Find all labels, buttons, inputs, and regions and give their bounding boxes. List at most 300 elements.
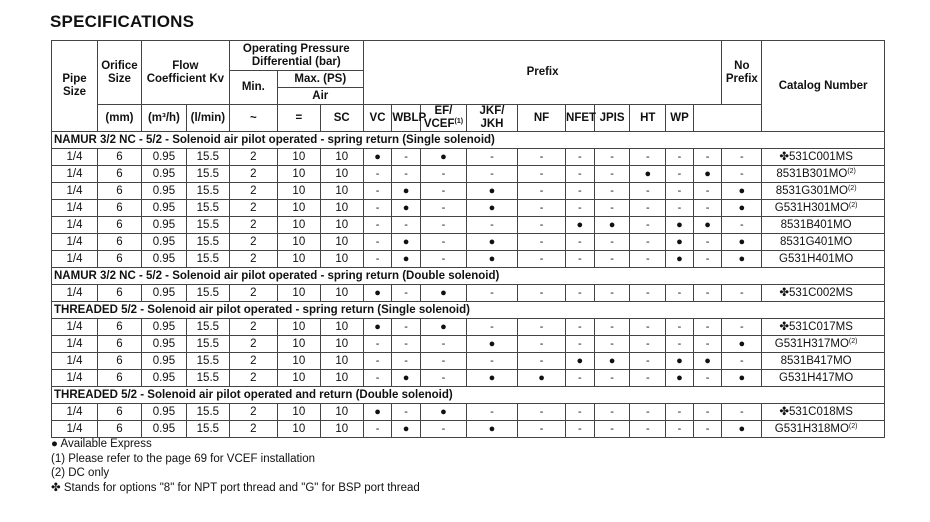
- cell-no-prefix: ●: [722, 183, 762, 200]
- cell-no-prefix: ●: [722, 336, 762, 353]
- cell-prefix-ef-vcef: -: [466, 149, 517, 166]
- prefix-col-jkf-jkh: [466, 105, 517, 132]
- cell-kv-lmin: 15.5: [186, 319, 229, 336]
- cell-orifice: 6: [97, 149, 141, 166]
- cell-catalog-number: [762, 353, 885, 370]
- cell-prefix-nfet: -: [594, 149, 630, 166]
- specifications-table: [51, 40, 885, 438]
- table-row: [52, 336, 885, 353]
- dc-only-footnote-marker: (2): [848, 202, 858, 209]
- cell-prefix-jpis: -: [630, 319, 666, 336]
- prefix-col-wblp: WBLP: [392, 105, 421, 132]
- cell-prefix-sc: ●: [363, 404, 392, 421]
- cell-prefix-sc: ●: [363, 285, 392, 302]
- cell-prefix-ef-vcef: -: [466, 319, 517, 336]
- cell-prefix-jkf-jkh: -: [518, 336, 566, 353]
- dc-only-footnote-marker: (2): [847, 185, 857, 192]
- cell-prefix-ht: ●: [666, 234, 694, 251]
- cell-orifice: 6: [97, 200, 141, 217]
- section-header-row: [52, 387, 885, 404]
- cell-prefix-wblp: -: [420, 421, 466, 438]
- cell-prefix-jpis: -: [630, 251, 666, 268]
- section-title: NAMUR 3/2 NC - 5/2 - Solenoid air pilot operated - spring return (Single solenoid): [52, 132, 885, 149]
- cell-prefix-nfet: ●: [594, 353, 630, 370]
- cell-min: 2: [229, 370, 277, 387]
- cell-orifice: 6: [97, 370, 141, 387]
- catalog-number: 8531B301MO: [776, 168, 848, 180]
- cell-prefix-wblp: ●: [420, 149, 466, 166]
- cell-prefix-nf: -: [566, 336, 595, 353]
- cell-prefix-wblp: ●: [420, 319, 466, 336]
- cell-prefix-nf: -: [566, 319, 595, 336]
- cell-min: 2: [229, 336, 277, 353]
- cell-prefix-ht: -: [666, 319, 694, 336]
- cell-pipe-size: 1/4: [52, 421, 98, 438]
- cell-prefix-ef-vcef: -: [466, 166, 517, 183]
- cell-prefix-jkf-jkh: -: [518, 285, 566, 302]
- footnote-line: (2) DC only: [51, 467, 110, 479]
- cell-catalog-number: [762, 285, 885, 302]
- cell-prefix-vc: ●: [392, 251, 421, 268]
- cell-max-dc: 10: [320, 319, 363, 336]
- catalog-number: ✤531C017MS: [779, 321, 853, 333]
- cell-prefix-jkf-jkh: ●: [518, 370, 566, 387]
- table-row: [52, 251, 885, 268]
- cell-kv-m3h: 0.95: [141, 217, 186, 234]
- section-header-row: [52, 302, 885, 319]
- cell-catalog-number: [762, 200, 885, 217]
- cell-catalog-number: [762, 166, 885, 183]
- cell-no-prefix: ●: [722, 234, 762, 251]
- footnote-line: ✤ Stands for options "8" for NPT port thread and "G" for BSP port thread: [51, 481, 420, 494]
- prefix-col-label: EF/ VCEF: [423, 105, 455, 130]
- cell-pipe-size: 1/4: [52, 251, 98, 268]
- header-operating-pressure: Operating Pressure Differential (bar): [229, 41, 363, 71]
- dc-only-footnote-marker: (2): [848, 338, 858, 345]
- cell-max-dc: 10: [320, 285, 363, 302]
- cell-prefix-wblp: -: [420, 251, 466, 268]
- cell-prefix-ht: -: [666, 166, 694, 183]
- prefix-col-nfet: NFET: [566, 105, 595, 132]
- footnote-line: ● Available Express: [51, 438, 152, 450]
- cell-prefix-wblp: -: [420, 353, 466, 370]
- cell-prefix-wblp: -: [420, 370, 466, 387]
- cell-prefix-jpis: -: [630, 404, 666, 421]
- cell-pipe-size: 1/4: [52, 217, 98, 234]
- cell-prefix-jkf-jkh: -: [518, 319, 566, 336]
- cell-catalog-number: [762, 183, 885, 200]
- cell-prefix-wp: -: [693, 336, 722, 353]
- cell-prefix-wblp: -: [420, 217, 466, 234]
- cell-pipe-size: 1/4: [52, 370, 98, 387]
- section-title: THREADED 5/2 - Solenoid air pilot operated and return (Double solenoid): [52, 387, 885, 404]
- cell-prefix-vc: ●: [392, 370, 421, 387]
- cell-kv-lmin: 15.5: [186, 166, 229, 183]
- unit-ac: ~: [229, 105, 277, 132]
- cell-pipe-size: 1/4: [52, 166, 98, 183]
- cell-prefix-vc: -: [392, 149, 421, 166]
- unit-m3h: (m³/h): [141, 105, 186, 132]
- cell-prefix-jpis: -: [630, 217, 666, 234]
- cell-orifice: 6: [97, 285, 141, 302]
- cell-min: 2: [229, 200, 277, 217]
- cell-prefix-nfet: -: [594, 251, 630, 268]
- cell-no-prefix: -: [722, 166, 762, 183]
- cell-catalog-number: [762, 336, 885, 353]
- cell-prefix-sc: -: [363, 183, 392, 200]
- cell-prefix-wp: -: [693, 370, 722, 387]
- cell-pipe-size: 1/4: [52, 200, 98, 217]
- cell-min: 2: [229, 183, 277, 200]
- dc-only-footnote-marker: (2): [847, 168, 856, 175]
- cell-max-dc: 10: [320, 234, 363, 251]
- cell-prefix-nfet: -: [594, 421, 630, 438]
- header-flow-coefficient: Flow Coefficient Kv: [141, 41, 229, 105]
- cell-min: 2: [229, 234, 277, 251]
- cell-prefix-jkf-jkh: -: [518, 183, 566, 200]
- cell-prefix-ht: ●: [666, 251, 694, 268]
- cell-prefix-vc: ●: [392, 234, 421, 251]
- cell-prefix-nf: ●: [566, 353, 595, 370]
- cell-no-prefix: -: [722, 149, 762, 166]
- cell-kv-lmin: 15.5: [186, 285, 229, 302]
- cell-min: 2: [229, 166, 277, 183]
- header-catalog-number: Catalog Number: [762, 41, 885, 132]
- table-row: [52, 183, 885, 200]
- cell-prefix-jpis: -: [630, 370, 666, 387]
- cell-prefix-wblp: -: [420, 166, 466, 183]
- cell-max-ac: 10: [277, 285, 320, 302]
- cell-pipe-size: 1/4: [52, 183, 98, 200]
- cell-no-prefix: ●: [722, 251, 762, 268]
- cell-catalog-number: [762, 370, 885, 387]
- cell-min: 2: [229, 251, 277, 268]
- cell-max-dc: 10: [320, 370, 363, 387]
- table-row: [52, 166, 885, 183]
- cell-prefix-nfet: -: [594, 183, 630, 200]
- cell-prefix-nfet: -: [594, 370, 630, 387]
- cell-prefix-sc: -: [363, 336, 392, 353]
- cell-catalog-number: [762, 251, 885, 268]
- cell-no-prefix: ●: [722, 200, 762, 217]
- cell-orifice: 6: [97, 404, 141, 421]
- cell-max-dc: 10: [320, 200, 363, 217]
- cell-pipe-size: 1/4: [52, 234, 98, 251]
- cell-prefix-nf: -: [566, 421, 595, 438]
- cell-prefix-wblp: -: [420, 336, 466, 353]
- cell-prefix-ef-vcef: ●: [466, 370, 517, 387]
- cell-orifice: 6: [97, 166, 141, 183]
- cell-prefix-wblp: -: [420, 234, 466, 251]
- cell-prefix-sc: -: [363, 166, 392, 183]
- cell-min: 2: [229, 404, 277, 421]
- catalog-number: 8531B417MO: [780, 355, 852, 367]
- cell-max-dc: 10: [320, 217, 363, 234]
- table-row: [52, 370, 885, 387]
- page-title: SPECIFICATIONS: [50, 12, 195, 31]
- cell-prefix-nfet: -: [594, 285, 630, 302]
- catalog-number: G531H417MO: [779, 372, 854, 384]
- cell-orifice: 6: [97, 217, 141, 234]
- cell-kv-m3h: 0.95: [141, 404, 186, 421]
- cell-max-ac: 10: [277, 217, 320, 234]
- cell-prefix-wp: -: [693, 200, 722, 217]
- cell-prefix-jkf-jkh: -: [518, 149, 566, 166]
- cell-no-prefix: ●: [722, 421, 762, 438]
- cell-prefix-jpis: -: [630, 353, 666, 370]
- cell-prefix-jkf-jkh: -: [518, 421, 566, 438]
- cell-no-prefix: ●: [722, 370, 762, 387]
- prefix-col-ht: HT: [630, 105, 666, 132]
- cell-max-dc: 10: [320, 149, 363, 166]
- cell-prefix-jpis: ●: [630, 166, 666, 183]
- cell-kv-lmin: 15.5: [186, 251, 229, 268]
- cell-prefix-jkf-jkh: -: [518, 217, 566, 234]
- cell-kv-m3h: 0.95: [141, 200, 186, 217]
- cell-prefix-jkf-jkh: -: [518, 353, 566, 370]
- cell-kv-lmin: 15.5: [186, 200, 229, 217]
- catalog-number: G531H301MO: [774, 202, 849, 214]
- cell-prefix-nfet: -: [594, 336, 630, 353]
- cell-kv-lmin: 15.5: [186, 404, 229, 421]
- prefix-col-vc: VC: [363, 105, 392, 132]
- cell-prefix-nf: -: [566, 404, 595, 421]
- cell-kv-lmin: 15.5: [186, 217, 229, 234]
- cell-orifice: 6: [97, 421, 141, 438]
- cell-orifice: 6: [97, 234, 141, 251]
- cell-max-dc: 10: [320, 183, 363, 200]
- cell-min: 2: [229, 217, 277, 234]
- cell-prefix-wp: -: [693, 183, 722, 200]
- section-header-row: [52, 132, 885, 149]
- cell-prefix-sc: ●: [363, 319, 392, 336]
- cell-prefix-wp: -: [693, 285, 722, 302]
- cell-orifice: 6: [97, 353, 141, 370]
- cell-max-ac: 10: [277, 149, 320, 166]
- cell-orifice: 6: [97, 183, 141, 200]
- cell-prefix-wblp: ●: [420, 404, 466, 421]
- cell-prefix-nf: -: [566, 251, 595, 268]
- cell-kv-lmin: 15.5: [186, 183, 229, 200]
- cell-prefix-nf: -: [566, 183, 595, 200]
- cell-catalog-number: [762, 234, 885, 251]
- cell-prefix-vc: -: [392, 285, 421, 302]
- cell-prefix-wp: -: [693, 149, 722, 166]
- cell-prefix-nf: -: [566, 234, 595, 251]
- cell-max-ac: 10: [277, 183, 320, 200]
- catalog-number: 8531G401MO: [780, 236, 853, 248]
- cell-kv-m3h: 0.95: [141, 421, 186, 438]
- section-title: NAMUR 3/2 NC - 5/2 - Solenoid air pilot operated - spring return (Double solenoid): [52, 268, 885, 285]
- catalog-number: G531H401MO: [779, 253, 854, 265]
- cell-max-dc: 10: [320, 353, 363, 370]
- cell-prefix-vc: -: [392, 217, 421, 234]
- cell-prefix-vc: ●: [392, 200, 421, 217]
- unit-mm: (mm): [97, 105, 141, 132]
- cell-kv-m3h: 0.95: [141, 319, 186, 336]
- cell-min: 2: [229, 285, 277, 302]
- cell-prefix-vc: -: [392, 319, 421, 336]
- catalog-number: G531H318MO: [774, 423, 849, 435]
- cell-pipe-size: 1/4: [52, 336, 98, 353]
- table-row: [52, 319, 885, 336]
- table-row: [52, 421, 885, 438]
- catalog-number: ✤531C002MS: [779, 287, 853, 299]
- cell-catalog-number: [762, 149, 885, 166]
- cell-prefix-vc: -: [392, 404, 421, 421]
- cell-kv-m3h: 0.95: [141, 149, 186, 166]
- cell-kv-m3h: 0.95: [141, 234, 186, 251]
- cell-prefix-ef-vcef: ●: [466, 234, 517, 251]
- cell-prefix-nf: ●: [566, 217, 595, 234]
- cell-catalog-number: [762, 319, 885, 336]
- cell-prefix-jpis: -: [630, 285, 666, 302]
- cell-kv-m3h: 0.95: [141, 285, 186, 302]
- cell-prefix-wp: -: [693, 404, 722, 421]
- table-row: [52, 285, 885, 302]
- prefix-col-jpis: JPIS: [594, 105, 630, 132]
- cell-prefix-vc: -: [392, 353, 421, 370]
- cell-prefix-wblp: ●: [420, 285, 466, 302]
- cell-max-dc: 10: [320, 404, 363, 421]
- cell-kv-lmin: 15.5: [186, 336, 229, 353]
- cell-kv-lmin: 15.5: [186, 370, 229, 387]
- cell-max-ac: 10: [277, 251, 320, 268]
- cell-prefix-wp: ●: [693, 353, 722, 370]
- cell-prefix-ef-vcef: -: [466, 353, 517, 370]
- cell-prefix-jpis: -: [630, 183, 666, 200]
- cell-orifice: 6: [97, 336, 141, 353]
- cell-kv-m3h: 0.95: [141, 251, 186, 268]
- cell-prefix-sc: -: [363, 421, 392, 438]
- cell-no-prefix: -: [722, 217, 762, 234]
- cell-prefix-ef-vcef: -: [466, 404, 517, 421]
- catalog-number: ✤531C018MS: [779, 406, 853, 418]
- cell-catalog-number: [762, 217, 885, 234]
- cell-prefix-ht: ●: [666, 353, 694, 370]
- cell-orifice: 6: [97, 251, 141, 268]
- cell-min: 2: [229, 319, 277, 336]
- cell-prefix-ht: -: [666, 183, 694, 200]
- catalog-number: 8531B401MO: [780, 219, 852, 231]
- cell-prefix-sc: -: [363, 234, 392, 251]
- vcef-footnote-marker: (1): [454, 118, 464, 125]
- cell-prefix-ht: ●: [666, 217, 694, 234]
- table-row: [52, 404, 885, 421]
- cell-prefix-vc: ●: [392, 183, 421, 200]
- cell-prefix-nfet: -: [594, 234, 630, 251]
- prefix-col-wp: WP: [666, 105, 694, 132]
- cell-prefix-jkf-jkh: -: [518, 234, 566, 251]
- cell-max-ac: 10: [277, 404, 320, 421]
- cell-prefix-nf: -: [566, 370, 595, 387]
- cell-max-ac: 10: [277, 319, 320, 336]
- cell-prefix-nf: -: [566, 149, 595, 166]
- cell-prefix-ef-vcef: ●: [466, 421, 517, 438]
- footnote-line: (1) Please refer to the page 69 for VCEF installation: [51, 452, 316, 465]
- cell-no-prefix: -: [722, 353, 762, 370]
- cell-prefix-wp: -: [693, 421, 722, 438]
- cell-prefix-jkf-jkh: -: [518, 166, 566, 183]
- cell-prefix-ef-vcef: -: [466, 217, 517, 234]
- cell-pipe-size: 1/4: [52, 285, 98, 302]
- unit-dc: =: [277, 105, 320, 132]
- dc-only-footnote-marker: (2): [848, 423, 858, 430]
- cell-prefix-nfet: -: [594, 166, 630, 183]
- cell-no-prefix: -: [722, 404, 762, 421]
- cell-prefix-jpis: -: [630, 421, 666, 438]
- header-max-ps: Max. (PS): [277, 71, 363, 88]
- header-pipe-size: Pipe Size: [52, 41, 98, 132]
- cell-prefix-nf: -: [566, 285, 595, 302]
- cell-kv-m3h: 0.95: [141, 183, 186, 200]
- catalog-number: ✤531C001MS: [779, 151, 853, 163]
- cell-pipe-size: 1/4: [52, 353, 98, 370]
- cell-prefix-wp: -: [693, 234, 722, 251]
- cell-prefix-ht: -: [666, 149, 694, 166]
- cell-prefix-jkf-jkh: -: [518, 251, 566, 268]
- cell-prefix-wblp: -: [420, 183, 466, 200]
- prefix-col-ef-vcef: [420, 105, 466, 132]
- cell-max-ac: 10: [277, 200, 320, 217]
- prefix-col-label: JKF/ JKH: [479, 105, 505, 130]
- cell-prefix-nfet: ●: [594, 217, 630, 234]
- catalog-number: G531H317MO: [774, 338, 849, 350]
- table-row: [52, 234, 885, 251]
- cell-prefix-ef-vcef: ●: [466, 251, 517, 268]
- cell-min: 2: [229, 149, 277, 166]
- cell-prefix-vc: -: [392, 336, 421, 353]
- cell-max-ac: 10: [277, 336, 320, 353]
- cell-kv-m3h: 0.95: [141, 336, 186, 353]
- table-row: [52, 149, 885, 166]
- cell-prefix-wp: ●: [693, 217, 722, 234]
- cell-pipe-size: 1/4: [52, 319, 98, 336]
- prefix-col-nf: NF: [518, 105, 566, 132]
- cell-prefix-ef-vcef: ●: [466, 200, 517, 217]
- table-row: [52, 217, 885, 234]
- cell-prefix-ht: -: [666, 200, 694, 217]
- cell-prefix-wp: -: [693, 251, 722, 268]
- cell-prefix-vc: ●: [392, 421, 421, 438]
- cell-kv-lmin: 15.5: [186, 421, 229, 438]
- cell-kv-lmin: 15.5: [186, 353, 229, 370]
- cell-prefix-sc: -: [363, 200, 392, 217]
- cell-prefix-nf: -: [566, 200, 595, 217]
- table-row: [52, 353, 885, 370]
- cell-prefix-ef-vcef: ●: [466, 336, 517, 353]
- cell-orifice: 6: [97, 319, 141, 336]
- section-header-row: [52, 268, 885, 285]
- header-unit-row: [52, 105, 885, 132]
- cell-max-dc: 10: [320, 336, 363, 353]
- cell-no-prefix: -: [722, 285, 762, 302]
- prefix-col-sc: SC: [320, 105, 363, 132]
- header-air: Air: [277, 88, 363, 105]
- cell-prefix-sc: -: [363, 251, 392, 268]
- cell-prefix-jpis: -: [630, 149, 666, 166]
- cell-max-ac: 10: [277, 421, 320, 438]
- cell-pipe-size: 1/4: [52, 149, 98, 166]
- cell-prefix-ht: -: [666, 285, 694, 302]
- cell-max-dc: 10: [320, 421, 363, 438]
- cell-prefix-jpis: -: [630, 234, 666, 251]
- header-min: Min.: [229, 71, 277, 105]
- cell-kv-lmin: 15.5: [186, 149, 229, 166]
- table-body: [52, 132, 885, 438]
- cell-min: 2: [229, 353, 277, 370]
- cell-prefix-sc: ●: [363, 149, 392, 166]
